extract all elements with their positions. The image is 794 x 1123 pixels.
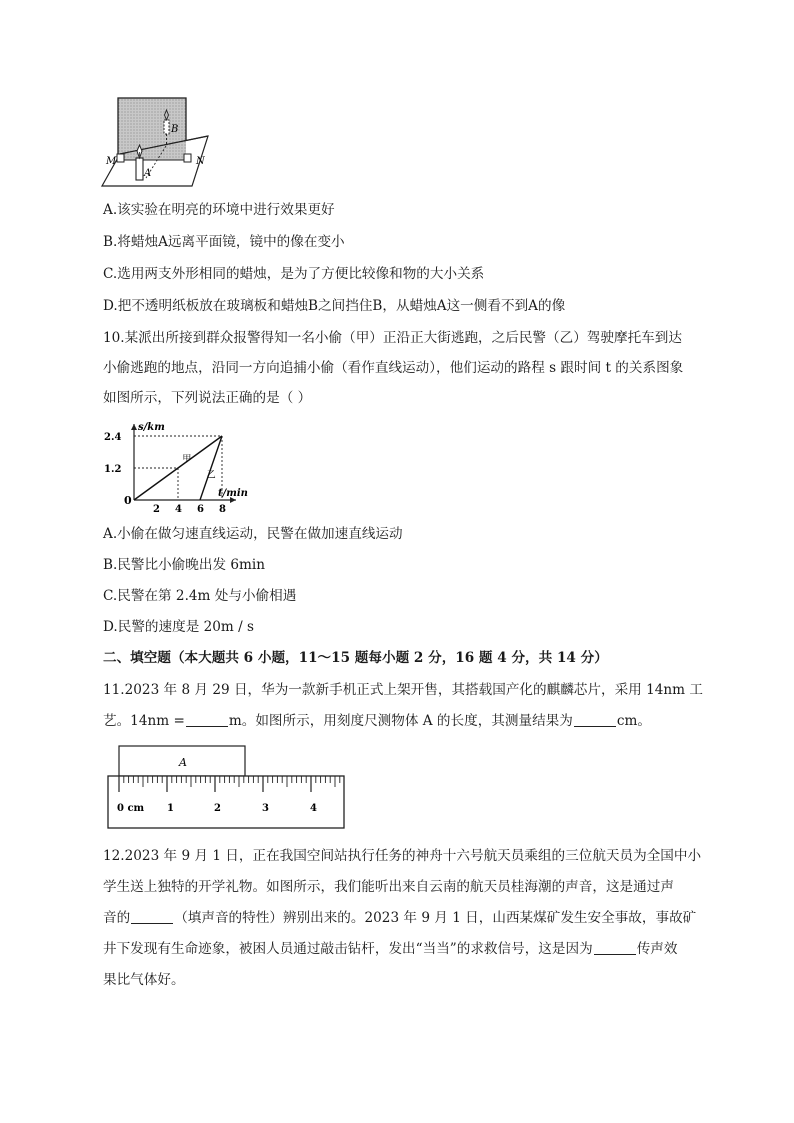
ruler-number-4: 4	[310, 803, 317, 814]
ruler-figure	[106, 744, 348, 830]
label-b: B	[171, 124, 179, 135]
s-t-graph	[104, 420, 248, 515]
ruler-number-2: 2	[214, 803, 221, 814]
q12-line-1: 12.2023 年 9 月 1 日，正在我国空间站执行任务的神舟十六号航天员乘组的三位航天员为全国中小	[103, 848, 702, 864]
ruler-number-3: 3	[262, 803, 269, 814]
q11-line-1: 11.2023 年 8 月 29 日，华为一款新手机正式上架开售，其搭载国产化的麒麟芯片，采用 14nm 工	[103, 682, 703, 698]
q11-text-c: cm。	[616, 713, 651, 729]
x-tick-label-2: 2	[153, 504, 160, 515]
q10-option-c: C.民警在第 2.4m 处与小偷相遇	[103, 588, 297, 604]
q12-text-d: 传声效	[636, 941, 678, 957]
x-tick-label-6: 6	[197, 504, 204, 515]
y-tick-label-2-4: 2.4	[104, 432, 122, 443]
q10-stem-line-1: 10.某派出所接到群众报警得知一名小偷（甲）正沿正大街逃跑，之后民警（乙）驾驶摩托车到达	[103, 330, 682, 346]
q11-blank-2[interactable]	[574, 712, 616, 727]
clip-m	[117, 154, 124, 162]
q10-stem-line-3: 如图所示，下列说法正确的是（ ）	[103, 390, 312, 406]
q12-blank-2[interactable]	[594, 940, 636, 955]
q12-text-c: 井下发现有生命迹象，被困人员通过敲击钻杆，发出“当当”的求救信号，这是因为	[103, 941, 593, 957]
q10-option-b: B.民警比小偷晚出发 6min	[103, 557, 266, 573]
q9-option-a: A.该实验在明亮的环境中进行效果更好	[103, 202, 335, 218]
label-a: A	[144, 168, 152, 179]
y-axis-label: s/km	[138, 422, 165, 433]
ruler-number-1: 1	[167, 803, 174, 814]
q9-option-d: D.把不透明纸板放在玻璃板和蜡烛B之间挡住B，从蜡烛A这一侧看不到A的像	[103, 298, 566, 314]
series-label-2: 乙	[206, 470, 216, 481]
mirror-experiment-figure	[100, 96, 220, 192]
label-n: N	[196, 156, 205, 167]
q11-text-a: 艺。14nm =	[103, 713, 185, 729]
x-axis-label: t/min	[218, 488, 248, 499]
q12-text-b: （填声音的特性）辨别出来的。2023 年 9 月 1 日，山西某煤矿发生安全事故，事故矿	[174, 910, 697, 926]
q9-option-b: B.将蜡烛A远离平面镜，镜中的像在变小	[103, 234, 345, 250]
x-tick-label-8: 8	[219, 504, 226, 515]
section-2-heading: 二、填空题（本大题共 6 小题，11～15 题每小题 2 分，16 题 4 分，共 14 分）	[103, 650, 608, 666]
q12-line-3	[103, 908, 696, 928]
label-m: M	[106, 156, 117, 167]
q10-stem-line-2: 小偷逃跑的地点，沿同一方向追捕小偷（看作直线运动），他们运动的路程 s 跟时间 t 的关系图象	[103, 360, 684, 376]
origin-label: 0	[124, 494, 132, 507]
q11-blank-1[interactable]	[186, 712, 228, 727]
q9-option-c: C.选用两支外形相同的蜡烛，是为了方便比较像和物的大小关系	[103, 266, 485, 282]
q11-line-2	[103, 711, 651, 731]
ruler-zero-label: 0 cm	[117, 803, 145, 814]
q11-text-b: m。如图所示，用刻度尺测物体 A 的长度，其测量结果为	[228, 713, 573, 729]
clip-n	[184, 154, 191, 162]
y-axis-arrow	[131, 424, 137, 430]
candle-a	[136, 145, 143, 180]
x-tick-label-4: 4	[175, 504, 182, 515]
series-label-1: 甲	[182, 454, 192, 465]
q12-text-a: 音的	[103, 910, 131, 926]
q12-line-4	[103, 939, 677, 959]
q12-blank-1[interactable]	[131, 909, 173, 924]
q10-option-a: A.小偷在做匀速直线运动，民警在做加速直线运动	[103, 526, 403, 542]
q12-line-5: 果比气体好。	[103, 972, 185, 988]
y-tick-label-1-2: 1.2	[104, 464, 122, 475]
q12-line-2: 学生送上独特的开学礼物。如图所示，我们能听出来自云南的航天员桂海潮的声音，这是通过声	[103, 879, 674, 895]
object-a-label: A	[179, 756, 187, 769]
q10-option-d: D.民警的速度是 20m / s	[103, 619, 255, 635]
